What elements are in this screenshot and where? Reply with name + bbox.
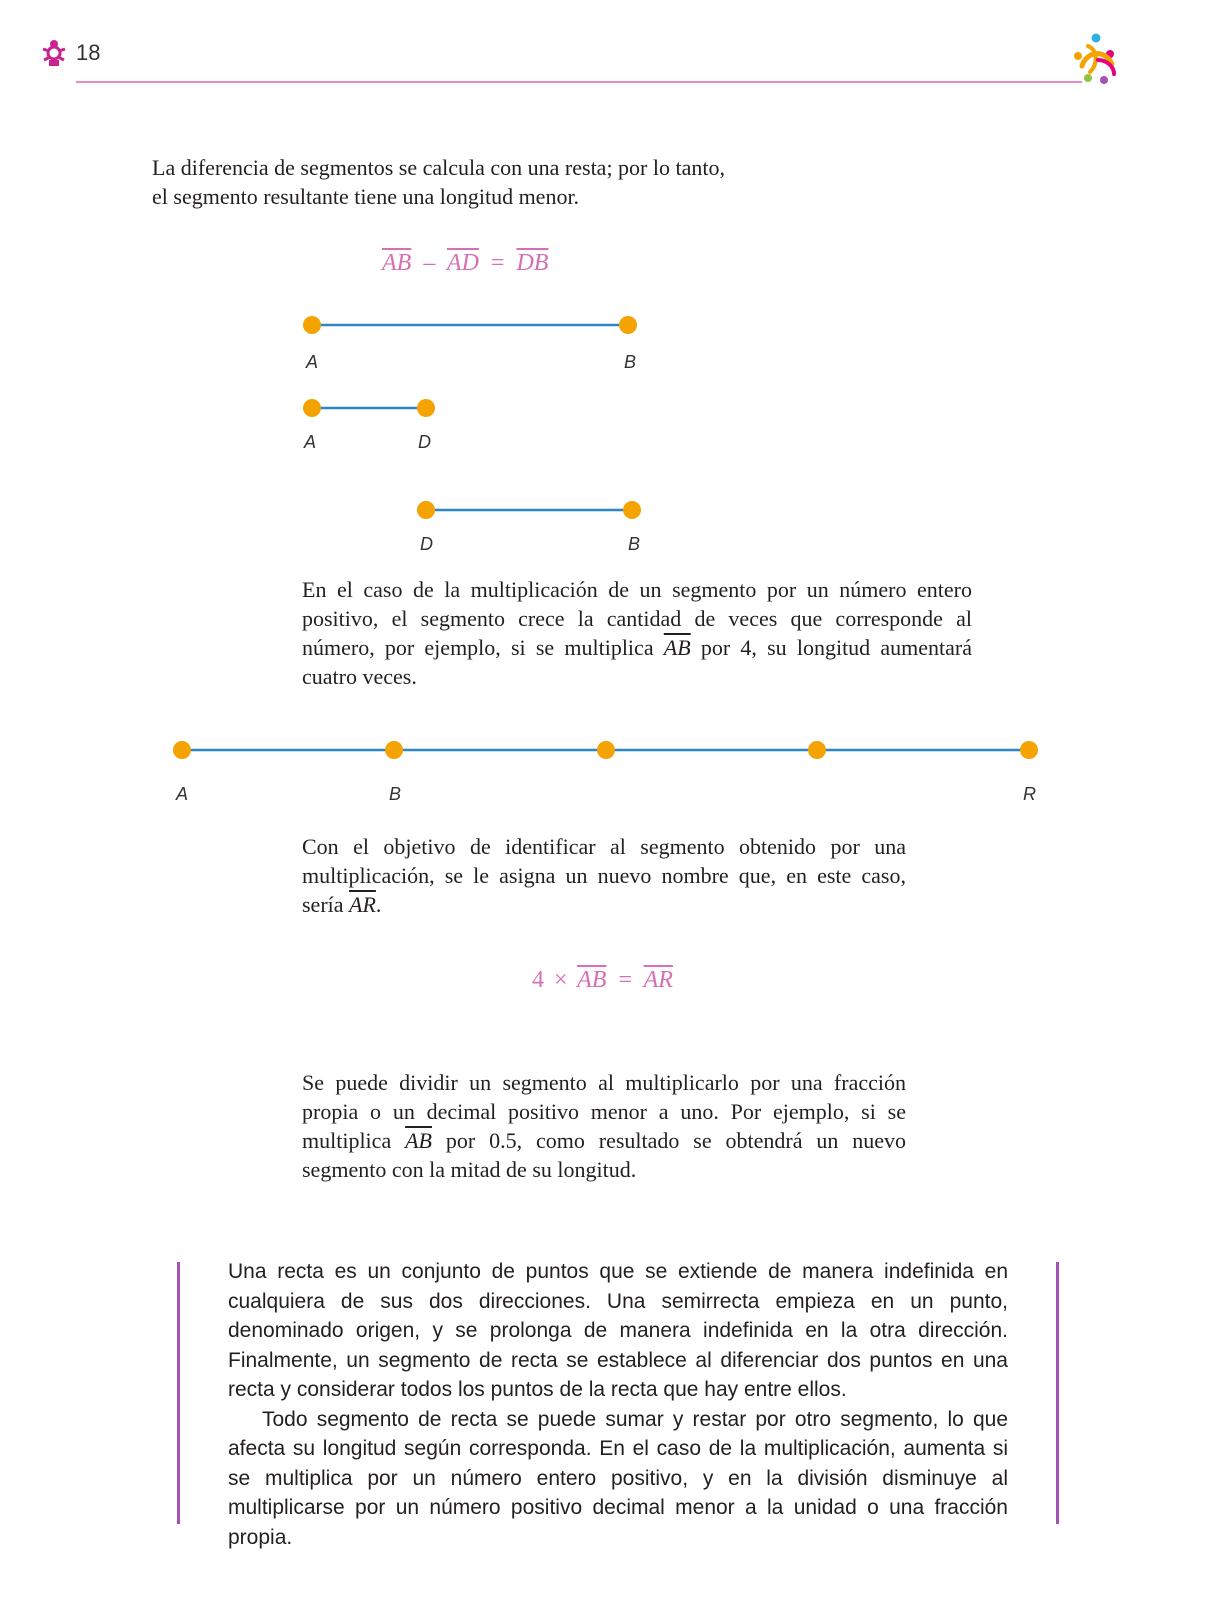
header-rule — [76, 81, 1082, 83]
formula-db: $\overline{DB}$ — [516, 250, 549, 276]
point-mid-1 — [597, 741, 615, 759]
formula2-times: × — [554, 967, 568, 993]
segment-ab — [300, 315, 640, 335]
point-a — [173, 741, 191, 759]
point-b — [619, 316, 637, 334]
summary-paragraph-2: Todo segmento de recta se puede sumar y restar por otro segmento, lo que afecta su longitud según corresponda. En el caso de la multiplicación, aumenta si se multiplica por un número entero positivo, y en la división disminuye al multiplicarse por un número positivo decimal menor a la unidad o una fracción propia. — [228, 1407, 1008, 1549]
seg1-label-start: A — [306, 352, 319, 372]
emblem-icon — [40, 38, 68, 68]
seg3-label-end: B — [628, 534, 641, 554]
naming-paragraph — [302, 832, 906, 919]
formula-minus: – — [423, 250, 436, 276]
p2-text-a: En el caso de la multiplicación de un segmento por un número entero positivo, el segmento crece la cantidad de veces que corresponde al número, por ejemplo, si se multiplica — [302, 577, 972, 660]
p4-text-a: Se puede dividir un segmento al multiplicarlo por una fracción propia o un decimal positivo menor a uno. Por ejemplo, si se multiplica — [302, 1070, 906, 1153]
p3-segment: $\overline{AR}$ — [349, 892, 376, 917]
p2-segment: $\overline{AB}$ — [663, 635, 691, 660]
seg2-label-end: D — [418, 432, 431, 452]
intro-paragraph — [152, 153, 792, 211]
multiplication-formula — [532, 967, 673, 994]
summary-border-right — [1056, 1262, 1059, 1524]
long-label-a: A — [176, 784, 189, 804]
formula2-number: 4 — [532, 967, 544, 993]
page-number: 18 — [76, 40, 101, 65]
seg3-label-start: D — [420, 534, 433, 554]
point-r — [1020, 741, 1038, 759]
segment-ad — [300, 398, 440, 418]
summary-box — [228, 1257, 1008, 1552]
point-b — [623, 501, 641, 519]
division-paragraph — [302, 1068, 906, 1184]
point-d — [417, 501, 435, 519]
p2-text-b: por 4, su longitud aumentará cuatro veces. — [302, 635, 972, 689]
difference-formula — [382, 250, 548, 277]
intro-line-1: La diferencia de segmentos se calcula con una resta; por lo tanto, — [152, 155, 725, 180]
formula-ab: $\overline{AB}$ — [382, 250, 412, 276]
point-a — [303, 399, 321, 417]
point-a — [303, 316, 321, 334]
p4-segment: $\overline{AB}$ — [405, 1128, 432, 1153]
intro-line-2: el segmento resultante tiene una longitud menor. — [152, 184, 580, 209]
summary-border-left — [177, 1262, 180, 1524]
seg1-label-end: B — [624, 352, 637, 372]
point-b — [385, 741, 403, 759]
point-d — [417, 399, 435, 417]
p3-text-a: Con el objetivo de identificar al segmento obtenido por una multiplicación, se le asigna un nuevo nombre que, en este caso, sería — [302, 834, 906, 917]
p3-text-b: . — [375, 892, 382, 917]
segment-ar — [170, 740, 1042, 760]
long-label-r: R — [1023, 784, 1036, 804]
long-label-b: B — [389, 784, 402, 804]
formula-ad: $\overline{AD}$ — [446, 250, 479, 276]
formula2-equals: = — [618, 967, 632, 993]
segment-db — [414, 500, 644, 520]
logo-icon — [1068, 30, 1124, 86]
formula-equals: = — [490, 250, 505, 276]
formula2-ab: $\overline{AB}$ — [577, 967, 607, 993]
point-mid-2 — [808, 741, 826, 759]
summary-paragraph-1: Una recta es un conjunto de puntos que se extiende de manera indefinida en cualquiera de sus dos direcciones. Una semirrecta empieza en un punto, denominado origen, y se prolonga de manera indefinida en la otra dirección. Finalmente, un segmento de recta se establece al diferenciar dos puntos en una recta y considerar todos los puntos de la recta que hay entre ellos. — [228, 1260, 1008, 1401]
formula2-ar: $\overline{AR}$ — [643, 967, 673, 993]
p4-text-b: por 0.5, como resultado se obtendrá un nuevo segmento con la mitad de su longitud. — [302, 1128, 906, 1182]
seg2-label-start: A — [304, 432, 317, 452]
multiplication-paragraph — [302, 575, 972, 691]
